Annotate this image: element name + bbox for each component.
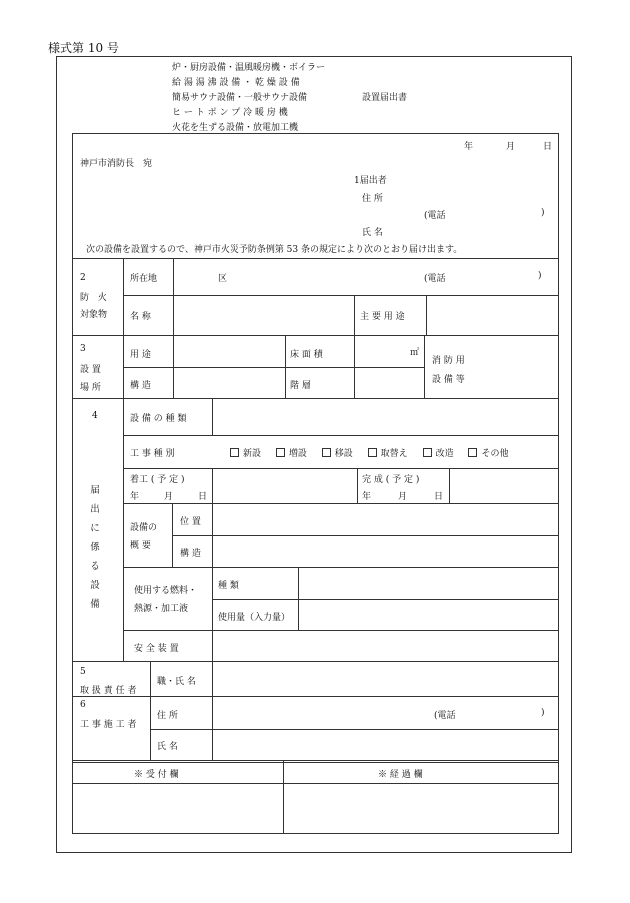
- outline-label-line2: 概 要: [130, 541, 151, 551]
- usage-label: 使用量（入力量）: [218, 613, 291, 623]
- section4-title-char: 設: [90, 580, 100, 591]
- work-type-label: 工 事 種 別: [130, 449, 175, 459]
- applicant-address-label: 住 所: [362, 194, 383, 204]
- checkbox-icon[interactable]: [423, 448, 432, 457]
- section4-title-char: 備: [90, 599, 100, 610]
- work-option-new[interactable]: 新設: [230, 446, 261, 459]
- contractor-address-label: 住 所: [157, 711, 178, 721]
- section3-number: 3: [80, 344, 86, 354]
- section2-phone-label: (電話: [424, 274, 446, 284]
- fuel-label-line2: 熱源・加工液: [134, 604, 189, 614]
- progress-column-header: ※ 経 過 欄: [378, 770, 423, 780]
- start-month: 月: [164, 492, 174, 502]
- applicant-name-label: 氏 名: [362, 228, 383, 238]
- checkbox-icon[interactable]: [276, 448, 285, 457]
- section4-title-char: 係: [90, 542, 100, 553]
- checkbox-icon[interactable]: [322, 448, 331, 457]
- addressee: 神戸市消防長 宛: [80, 159, 153, 169]
- section2-name-label: 名 称: [130, 312, 151, 322]
- declaration: 次の設備を設置するので、神戸市火災予防条例第 53 条の規定により次のとおり届け出ます。: [86, 245, 463, 255]
- contractor-phone-label: (電話: [434, 711, 456, 721]
- section4-title-char: 届: [90, 485, 100, 496]
- section4-title-char: に: [90, 523, 100, 534]
- role-name-label: 職・氏 名: [157, 677, 196, 687]
- position-label: 位 置: [180, 517, 201, 527]
- work-type-options: [230, 446, 508, 459]
- safety-device-label: 安 全 装 置: [134, 644, 179, 654]
- section2-number: 2: [80, 273, 86, 283]
- start-year: 年: [130, 492, 140, 502]
- section3-use-label: 用 途: [130, 350, 151, 360]
- section3-fire-equip-line1: 消 防 用: [432, 356, 465, 366]
- section3-floor-area-label: 床 面 積: [290, 350, 323, 360]
- start-label: 着工 ( 予 定 ): [130, 475, 185, 485]
- section5-number: 5: [80, 667, 86, 677]
- applicant-label: 1届出者: [354, 176, 387, 186]
- completion-month: 月: [398, 492, 408, 502]
- outline-label-line1: 設備の: [130, 523, 158, 533]
- checkbox-icon[interactable]: [368, 448, 377, 457]
- applicant-phone-label: (電話: [424, 211, 446, 221]
- start-day: 日: [198, 492, 208, 502]
- equipment-type-2: 給 湯 湯 沸 設 備 ・ 乾 燥 設 備: [172, 78, 300, 88]
- contractor-phone-close: ): [541, 708, 545, 718]
- section4-title-char: る: [90, 561, 100, 572]
- section2-main-use-label: 主 要 用 途: [360, 312, 405, 322]
- section6-title: 工 事 施 工 者: [80, 720, 137, 730]
- fuel-label-line1: 使用する燃料・: [134, 586, 198, 596]
- completion-day: 日: [434, 492, 444, 502]
- section3-title-line2: 場 所: [80, 383, 101, 393]
- section4-number: 4: [92, 411, 98, 421]
- section3-fire-equip-line2: 設 備 等: [432, 375, 465, 385]
- section2-phone-close: ): [538, 271, 542, 281]
- section2-ward-label: 区: [218, 274, 228, 284]
- section2-title-line2: 対象物: [80, 310, 108, 320]
- equipment-type-5: 火花を生ずる設備・放電加工機: [172, 123, 299, 133]
- section4-title-char: 出: [90, 504, 100, 515]
- section5-title: 取 扱 責 任 者: [80, 686, 137, 696]
- form-number: 様式第 10 号: [48, 41, 119, 55]
- work-option-extension[interactable]: 増設: [276, 446, 307, 459]
- section3-structure-label: 構 造: [130, 381, 151, 391]
- equipment-type-4: ヒ ー ト ポ ン プ 冷 暖 房 機: [172, 108, 288, 118]
- completion-year: 年: [362, 492, 372, 502]
- equipment-type-3: 簡易サウナ設備・一般サウナ設備: [172, 93, 308, 103]
- section2-location-label: 所在地: [130, 274, 158, 284]
- form-title: 設置届出書: [362, 93, 408, 103]
- checkbox-icon[interactable]: [468, 448, 477, 457]
- date-day: 日: [543, 142, 553, 152]
- work-option-replacement[interactable]: 取替え: [368, 446, 408, 459]
- section3-area-unit: ㎡: [410, 348, 420, 358]
- completion-label: 完 成 ( 予 定 ): [362, 475, 420, 485]
- work-option-renovation[interactable]: 改造: [423, 446, 454, 459]
- contractor-name-label: 氏 名: [157, 742, 178, 752]
- section6-number: 6: [80, 700, 86, 710]
- checkbox-icon[interactable]: [230, 448, 239, 457]
- kind-label: 種 類: [218, 581, 239, 591]
- work-option-relocation[interactable]: 移設: [322, 446, 353, 459]
- date-year: 年: [464, 142, 474, 152]
- section3-floor-label: 階 層: [290, 381, 311, 391]
- date-month: 月: [506, 142, 516, 152]
- section3-title-line1: 設 置: [80, 365, 101, 375]
- section2-title-line1: 防 火: [80, 293, 110, 303]
- outline-structure-label: 構 造: [180, 549, 201, 559]
- equipment-type-1: 炉・厨房設備・温風暖房機・ボイラー: [172, 63, 326, 73]
- equipment-kind-label: 設 備 の 種 類: [130, 414, 187, 424]
- applicant-phone-close: ): [541, 208, 545, 218]
- reception-column-header: ※ 受 付 欄: [134, 770, 179, 780]
- work-option-other[interactable]: その他: [468, 446, 508, 459]
